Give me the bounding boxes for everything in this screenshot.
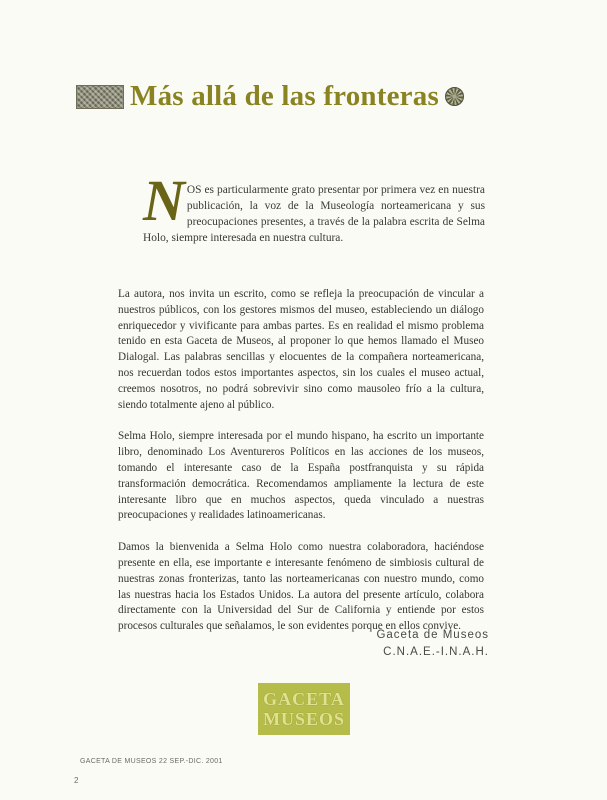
logo-line-1: GACETA — [263, 689, 345, 709]
logo-line-2: MUSEOS — [262, 709, 346, 729]
article-header — [76, 82, 464, 111]
article-body — [118, 287, 484, 651]
signature-line-2: C.N.A.E.-I.N.A.H. — [383, 646, 489, 658]
body-paragraph: Selma Holo, siempre interesada por el mundo hispano, ha escrito un importante libro, denominado Los Aventureros Políticos en las acciones de los museos, tomando el interesante caso de la España postfranquista y su rápida transformación democrática. Recomendamos ampliamente la lectura de este interesante libro que en muchos aspectos, queda vinculado a nuestras preocupaciones y realidades latinoamericanas. — [118, 430, 484, 522]
intro-text: OS es particularmente grato presentar por primera vez en nuestra publicación, la voz de la Museología norteamericana y sus preocupaciones presentes, a través de la palabra escrita de Selma Holo, siempre interesada en nuestra cultura. — [143, 184, 485, 244]
page-number: 2 — [74, 776, 79, 785]
body-paragraph: La autora, nos invita un escrito, como se refleja la preocupación de vincular a nuestros públicos, con los gestores mismos del museo, estableciendo un diálogo enriquecedor y vivificante para ambas partes. Es en realidad el mismo problema tenido en esta Gaceta de Museos, al proponer lo que hemos llamado el Museo Dialogal. Las palabras sencillas y elocuentes de la compañera norteamericana, nos recuerdan todos estos importantes aspectos, sin los cuales el museo actual, creemos nosotros, no podrá sobrevivir sino como mausoleo frío a la cultura, siendo totalmente ajeno al público. — [118, 288, 484, 411]
intro-paragraph — [143, 168, 485, 246]
gaceta-museos-logo — [258, 683, 350, 735]
round-ornament-icon — [445, 87, 464, 106]
signature-block — [376, 627, 489, 661]
article-title: Más allá de las fronteras — [130, 80, 439, 112]
page-footer: GACETA DE MUSEOS 22 SEP.-DIC. 2001 — [80, 758, 223, 765]
drop-cap: N — [143, 168, 185, 233]
body-paragraph: Damos la bienvenida a Selma Holo como nuestra colaboradora, haciéndose presente en ella, ese importante e interesante fenómeno de simbiosis cultural de nuestras zonas fronterizas, tanto las norteamericanas con nuestro mundo, como las nuestras hacia los Estados Unidos. La autora del presente artículo, colabora directamente con la Universidad del Sur de California y entiende por estos procesos culturales que señalamos, le son evidentes porque en ellos convive. — [118, 541, 484, 633]
mosaic-ornament-icon — [76, 85, 124, 109]
signature-line-1: Gaceta de Museos — [376, 629, 489, 641]
